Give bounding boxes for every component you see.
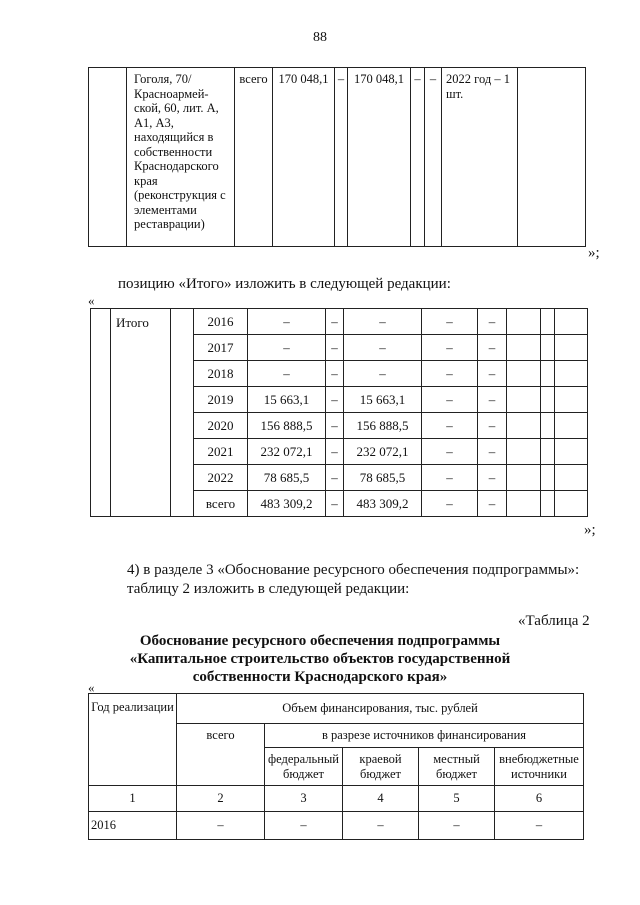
cell-reg: 15 663,1 bbox=[344, 387, 422, 413]
itogo-label: Итого bbox=[111, 309, 171, 517]
row-label: всего bbox=[235, 68, 273, 247]
table-row bbox=[91, 309, 588, 335]
cell-total: 15 663,1 bbox=[248, 387, 326, 413]
cell-year: 2016 bbox=[194, 309, 248, 335]
cell-total: – bbox=[248, 335, 326, 361]
blank-cell bbox=[541, 335, 555, 361]
cell-ext: – bbox=[478, 491, 507, 517]
cell-year: 2019 bbox=[194, 387, 248, 413]
cell-year: 2020 bbox=[194, 413, 248, 439]
blank-cell bbox=[507, 465, 541, 491]
cell-total: 232 072,1 bbox=[248, 439, 326, 465]
page-number: 88 bbox=[313, 30, 327, 45]
col-num: 6 bbox=[495, 786, 584, 812]
cell-ext: – bbox=[478, 439, 507, 465]
blank-cell bbox=[555, 439, 588, 465]
cell-loc: – bbox=[422, 465, 478, 491]
itogo-intro: позицию «Итого» изложить в следующей редакции: bbox=[118, 276, 451, 292]
object-table bbox=[88, 67, 586, 247]
cell-fed: – bbox=[326, 335, 344, 361]
blank-cell bbox=[555, 413, 588, 439]
cell-loc: – bbox=[422, 361, 478, 387]
blank-cell bbox=[541, 309, 555, 335]
header-extra: внебюджетные источники bbox=[495, 748, 584, 786]
cell-fed: – bbox=[326, 465, 344, 491]
cell-total: 156 888,5 bbox=[248, 413, 326, 439]
blank-cell bbox=[89, 68, 127, 247]
cell-reg: – bbox=[344, 335, 422, 361]
header-volume: Объем финансирования, тыс. рублей bbox=[177, 694, 584, 724]
header-regional: краевой бюджет bbox=[343, 748, 419, 786]
cell-reg: – bbox=[344, 361, 422, 387]
header-year: Год реализации bbox=[89, 694, 177, 786]
row-extra: – bbox=[495, 812, 584, 840]
cell-loc: – bbox=[422, 439, 478, 465]
closing-quote-2: »; bbox=[584, 522, 596, 538]
blank-cell bbox=[555, 465, 588, 491]
cell-total: 483 309,2 bbox=[248, 491, 326, 517]
blank-cell bbox=[507, 361, 541, 387]
closing-quote-1: »; bbox=[588, 245, 600, 261]
cell-loc: – bbox=[422, 335, 478, 361]
col-num: 2 bbox=[177, 786, 265, 812]
blank-cell bbox=[555, 491, 588, 517]
blank-cell bbox=[171, 309, 194, 517]
total-value: 170 048,1 bbox=[273, 68, 335, 247]
blank-cell bbox=[91, 309, 111, 517]
local-value: – bbox=[411, 68, 425, 247]
cell-year: 2017 bbox=[194, 335, 248, 361]
header-sources: в разрезе источников финансирования bbox=[265, 724, 584, 748]
col-num: 1 bbox=[89, 786, 177, 812]
cell-fed: – bbox=[326, 309, 344, 335]
cell-year: всего bbox=[194, 491, 248, 517]
cell-total: – bbox=[248, 309, 326, 335]
col-num: 3 bbox=[265, 786, 343, 812]
row-local: – bbox=[419, 812, 495, 840]
row-year: 2016 bbox=[89, 812, 177, 840]
cell-fed: – bbox=[326, 387, 344, 413]
blank-cell bbox=[541, 387, 555, 413]
cell-loc: – bbox=[422, 309, 478, 335]
row-total: – bbox=[177, 812, 265, 840]
funding-table bbox=[88, 693, 584, 840]
extra-value: – bbox=[425, 68, 442, 247]
blank-cell bbox=[507, 439, 541, 465]
title-line-3: собственности Краснодарского края» bbox=[192, 669, 448, 685]
cell-fed: – bbox=[326, 413, 344, 439]
cell-reg: 78 685,5 bbox=[344, 465, 422, 491]
blank-cell bbox=[541, 465, 555, 491]
blank-cell bbox=[507, 413, 541, 439]
header-federal: федеральный бюджет bbox=[265, 748, 343, 786]
cell-ext: – bbox=[478, 361, 507, 387]
result-value: 2022 год – 1 шт. bbox=[442, 68, 518, 247]
header-local: местный бюджет bbox=[419, 748, 495, 786]
blank-cell bbox=[541, 361, 555, 387]
table-label: «Таблица 2 bbox=[518, 613, 590, 629]
title-line-2: «Капитальное строительство объектов государственной bbox=[129, 651, 511, 667]
blank-cell bbox=[541, 491, 555, 517]
col-num: 5 bbox=[419, 786, 495, 812]
para4-line1: 4) в разделе 3 «Обоснование ресурсного обеспечения подпрограммы»: bbox=[127, 562, 580, 578]
row-federal: – bbox=[265, 812, 343, 840]
cell-year: 2022 bbox=[194, 465, 248, 491]
cell-reg: 232 072,1 bbox=[344, 439, 422, 465]
col-num: 4 bbox=[343, 786, 419, 812]
cell-year: 2018 bbox=[194, 361, 248, 387]
cell-reg: 156 888,5 bbox=[344, 413, 422, 439]
open-quote-2: « bbox=[88, 680, 95, 695]
cell-reg: – bbox=[344, 309, 422, 335]
title-line-1: Обоснование ресурсного обеспечения подпрограммы bbox=[139, 633, 501, 649]
cell-ext: – bbox=[478, 465, 507, 491]
cell-ext: – bbox=[478, 413, 507, 439]
blank-cell bbox=[555, 361, 588, 387]
blank-cell bbox=[555, 387, 588, 413]
cell-fed: – bbox=[326, 361, 344, 387]
blank-cell bbox=[507, 309, 541, 335]
itogo-table bbox=[90, 308, 588, 517]
cell-reg: 483 309,2 bbox=[344, 491, 422, 517]
header-total: всего bbox=[177, 724, 265, 786]
cell-ext: – bbox=[478, 335, 507, 361]
blank-cell bbox=[541, 413, 555, 439]
cell-total: 78 685,5 bbox=[248, 465, 326, 491]
cell-total: – bbox=[248, 361, 326, 387]
cell-loc: – bbox=[422, 491, 478, 517]
para4-line2: таблицу 2 изложить в следующей редакции: bbox=[127, 581, 410, 597]
blank-cell bbox=[507, 335, 541, 361]
blank-cell bbox=[507, 491, 541, 517]
blank-cell bbox=[541, 439, 555, 465]
cell-fed: – bbox=[326, 491, 344, 517]
object-address: Гоголя, 70/ Красноармей-ской, 60, лит. А, А1, А3, находящийся в собственности Краснодарского края (реконструкция с элементами реставрации) bbox=[127, 68, 235, 247]
cell-year: 2021 bbox=[194, 439, 248, 465]
row-regional: – bbox=[343, 812, 419, 840]
blank-cell bbox=[555, 335, 588, 361]
blank-cell bbox=[555, 309, 588, 335]
cell-ext: – bbox=[478, 309, 507, 335]
cell-fed: – bbox=[326, 439, 344, 465]
regional-value: 170 048,1 bbox=[348, 68, 411, 247]
cell-loc: – bbox=[422, 413, 478, 439]
blank-cell bbox=[518, 68, 586, 247]
cell-loc: – bbox=[422, 387, 478, 413]
open-quote-1: « bbox=[88, 293, 95, 308]
federal-value: – bbox=[335, 68, 348, 247]
cell-ext: – bbox=[478, 387, 507, 413]
blank-cell bbox=[507, 387, 541, 413]
